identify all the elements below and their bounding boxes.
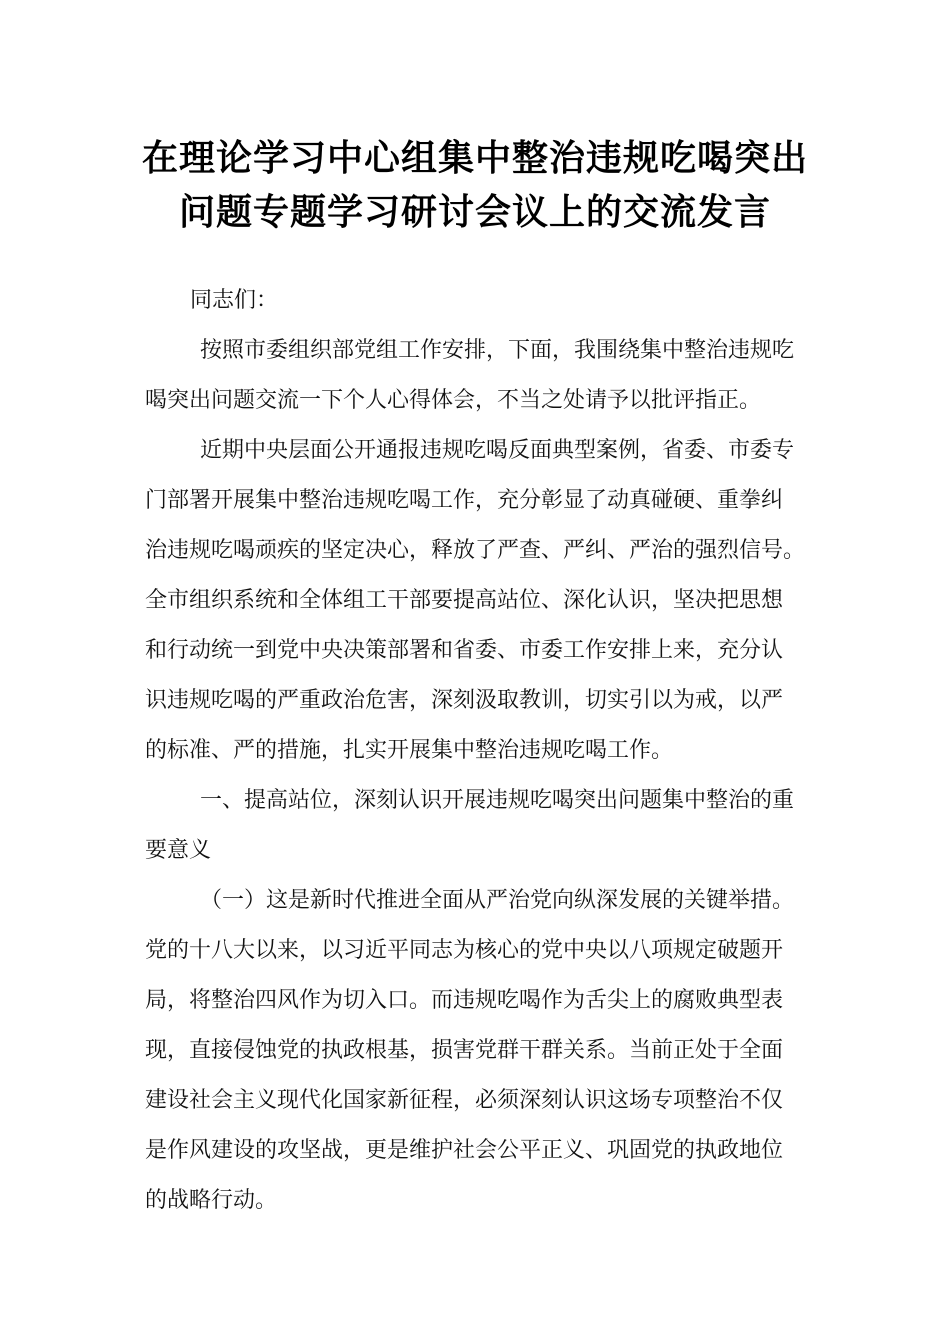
paragraph-2-line-4: 全市组织系统和全体组工干部要提高站位、深化认识，坚决把思想	[145, 588, 784, 613]
paragraph-2-line-5: 和行动统一到党中央决策部署和省委、市委工作安排上来，充分认	[145, 638, 784, 663]
paragraph-2-line-7: 的标准、严的措施，扎实开展集中整治违规吃喝工作。	[145, 738, 674, 763]
salutation: 同志们：	[190, 288, 279, 313]
subsection-1-line-5: 建设社会主义现代化国家新征程，必须深刻认识这场专项整治不仅	[145, 1088, 784, 1113]
subsection-1-line-6: 是作风建设的攻坚战，更是维护社会公平正义、巩固党的执政地位	[145, 1138, 784, 1163]
paragraph-1-line-1: 按照市委组织部党组工作安排，下面，我围绕集中整治违规吃	[200, 338, 795, 363]
paragraph-2-line-2: 门部署开展集中整治违规吃喝工作，充分彰显了动真碰硬、重拳纠	[145, 488, 784, 513]
subsection-1-line-2: 党的十八大以来，以习近平同志为核心的党中央以八项规定破题开	[145, 938, 784, 963]
section-heading-1-line-1: 一、提高站位，深刻认识开展违规吃喝突出问题集中整治的重	[200, 788, 795, 813]
section-heading-1-line-2: 要意义	[145, 838, 212, 863]
subsection-1-line-1: （一）这是新时代推进全面从严治党向纵深发展的关键举措。	[200, 888, 795, 913]
document-title-line-2: 问题专题学习研讨会议上的交流发言	[178, 192, 771, 233]
subsection-1-line-4: 现，直接侵蚀党的执政根基，损害党群干群关系。当前正处于全面	[145, 1038, 784, 1063]
paragraph-2-line-6: 识违规吃喝的严重政治危害，深刻汲取教训，切实引以为戒，以严	[145, 688, 784, 713]
paragraph-2-line-3: 治违规吃喝顽疾的坚定决心，释放了严查、严纠、严治的强烈信号。	[145, 538, 806, 563]
subsection-1-line-7: 的战略行动。	[145, 1188, 278, 1213]
paragraph-1-line-2: 喝突出问题交流一下个人心得体会，不当之处请予以批评指正。	[145, 388, 762, 413]
document-title-line-1: 在理论学习中心组集中整治违规吃喝突出	[141, 138, 808, 179]
subsection-1-line-3: 局，将整治四风作为切入口。而违规吃喝作为舌尖上的腐败典型表	[145, 988, 784, 1013]
paragraph-2-line-1: 近期中央层面公开通报违规吃喝反面典型案例，省委、市委专	[200, 438, 795, 463]
